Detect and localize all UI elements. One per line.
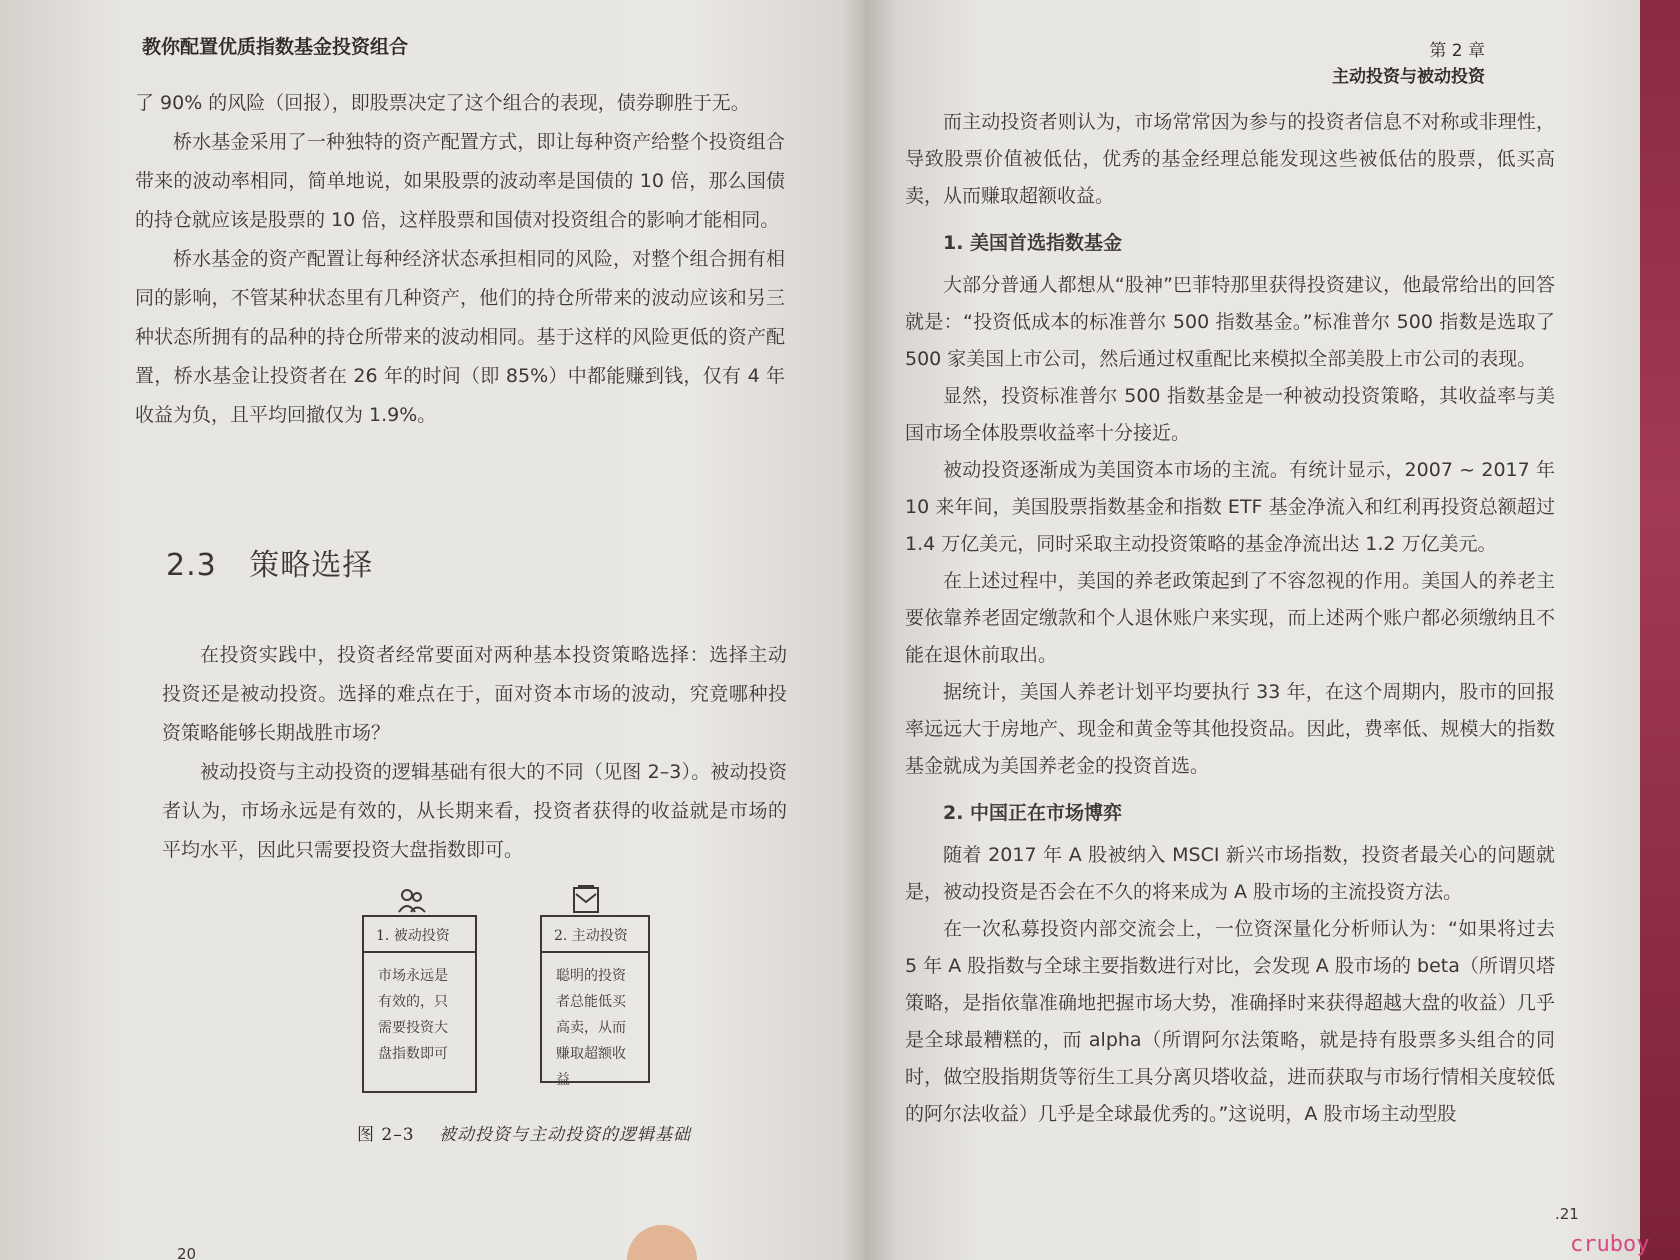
paragraph: 在上述过程中，美国的养老政策起到了不容忽视的作用。美国人的养老主要依靠养老固定缴款和个人退休账户来实现，而上述两个账户都必须缴纳且不能在退休前取出。 bbox=[905, 570, 1555, 666]
paragraph: 桥水基金的资产配置让每种经济状态承担相同的风险，对整个组合拥有相同的影响，不管某种状态里有几种资产，他们的持仓所带来的波动应该和另三种状态所拥有的品种的持仓所带来的波动相同。基于这样的风险更低的资产配置，桥水基金让投资者在 26 年的时间（即 85%）中都能赚到钱，仅有 4 年收益为负，且平均回撤仅为 1.9%。 bbox=[135, 248, 785, 426]
paragraph: 显然，投资标准普尔 500 指数基金是一种被动投资策略，其收益率与美国市场全体股票收益率十分接近。 bbox=[905, 385, 1555, 444]
paragraph: 被动投资与主动投资的逻辑基础有很大的不同（见图 2–3）。被动投资者认为，市场永远是有效的，从长期来看，投资者获得的收益就是市场的平均水平，因此只需要投资大盘指数即可。 bbox=[162, 761, 787, 861]
figure-caption bbox=[357, 1120, 691, 1145]
paragraph: 随着 2017 年 A 股被纳入 MSCI 新兴市场指数，投资者最关心的问题就是，被动投资是否会在不久的将来成为 A 股市场的主流投资方法。 bbox=[905, 844, 1555, 903]
page-number-right: .21 bbox=[1555, 1205, 1579, 1223]
watermark: cruboy bbox=[1570, 1232, 1650, 1257]
subheading-2: 2. 中国正在市场博弈 bbox=[943, 802, 1123, 824]
passive-box-title: 1. 被动投资 bbox=[364, 917, 475, 953]
left-bottom-text bbox=[162, 636, 787, 870]
figure-2-3 bbox=[342, 880, 702, 1140]
left-page bbox=[12, 0, 867, 1260]
page-number-left: 20 bbox=[177, 1245, 197, 1260]
paragraph: 据统计，美国人养老计划平均要执行 33 年，在这个周期内，股市的回报率远远大于房地产、现金和黄金等其他投资品。因此，费率低、规模大的指数基金就成为美国养老金的投资首选。 bbox=[905, 681, 1555, 777]
paragraph: 在投资实践中，投资者经常要面对两种基本投资策略选择：选择主动投资还是被动投资。选择的难点在于，面对资本市场的波动，究竟哪种投资策略能够长期战胜市场？ bbox=[162, 644, 787, 744]
paragraph: 大部分普通人都想从“股神”巴菲特那里获得投资建议，他最常给出的回答就是：“投资低成本的标准普尔 500 指数基金。”标准普尔 500 指数是选取了 500 家美国上市公司，然后通过权重配比来模拟全部美股上市公司的表现。 bbox=[905, 274, 1555, 370]
active-box-body: 聪明的投资者总能低买高卖，从而赚取超额收益 bbox=[556, 968, 626, 1088]
active-box-title: 2. 主动投资 bbox=[542, 917, 648, 953]
chapter-header bbox=[1332, 38, 1485, 90]
caption-text: 被动投资与主动投资的逻辑基础 bbox=[438, 1125, 691, 1145]
subheading-1: 1. 美国首选指数基金 bbox=[943, 232, 1123, 254]
paragraph: 了 90% 的风险（回报），即股票决定了这个组合的表现，债券聊胜于无。 bbox=[135, 92, 750, 114]
left-top-text bbox=[135, 84, 785, 435]
right-page bbox=[865, 0, 1640, 1260]
right-text bbox=[905, 104, 1555, 1133]
paragraph: 桥水基金采用了一种独特的资产配置方式，即让每种资产给整个投资组合带来的波动率相同，简单地说，如果股票的波动率是国债的 10 倍，那么国债的持仓就应该是股票的 10 倍，这样股票和国债对投资组合的影响才能相同。 bbox=[135, 131, 785, 231]
paragraph: 被动投资逐渐成为美国资本市场的主流。有统计显示，2007 ~ 2017 年 10 来年间，美国股票指数基金和指数 ETF 基金净流入和红利再投资总额超过 1.4 万亿美元，同时采取主动投资策略的基金净流出达 1.2 万亿美元。 bbox=[905, 459, 1555, 555]
chapter-number: 第 2 章 bbox=[1429, 41, 1485, 61]
section-title: 策略选择 bbox=[249, 548, 374, 583]
passive-box-body: 市场永远是有效的，只需要投资大盘指数即可 bbox=[378, 968, 448, 1062]
section-number: 2.3 bbox=[166, 548, 217, 583]
passive-box bbox=[362, 915, 477, 1093]
active-box bbox=[540, 915, 650, 1088]
paragraph: 在一次私募投资内部交流会上，一位资深量化分析师认为：“如果将过去 5 年 A 股指数与全球主要指数进行对比，会发现 A 股市场的 beta（所谓贝塔策略，是指依靠准确地把握市场大势，准确择时来获得超越大盘的收益）几乎是全球最糟糕的，而 alpha（所谓阿尔法策略，就是持有股票多头组合的同时，做空股指期货等衍生工具分离贝塔收益，进而获取与市场行情相关度较低的阿尔法收益）几乎是全球最优秀的。”这说明，A 股市场主动型股 bbox=[905, 918, 1555, 1125]
caption-number: 图 2–3 bbox=[357, 1125, 415, 1145]
section-heading bbox=[166, 540, 373, 584]
finger bbox=[627, 1225, 697, 1260]
chapter-title: 主动投资与被动投资 bbox=[1332, 67, 1485, 87]
running-header: 教你配置优质指数基金投资组合 bbox=[142, 36, 409, 58]
paragraph: 而主动投资者则认为，市场常常因为参与的投资者信息不对称或非理性，导致股票价值被低估，优秀的基金经理总能发现这些被低估的股票，低买高卖，从而赚取超额收益。 bbox=[905, 111, 1555, 207]
